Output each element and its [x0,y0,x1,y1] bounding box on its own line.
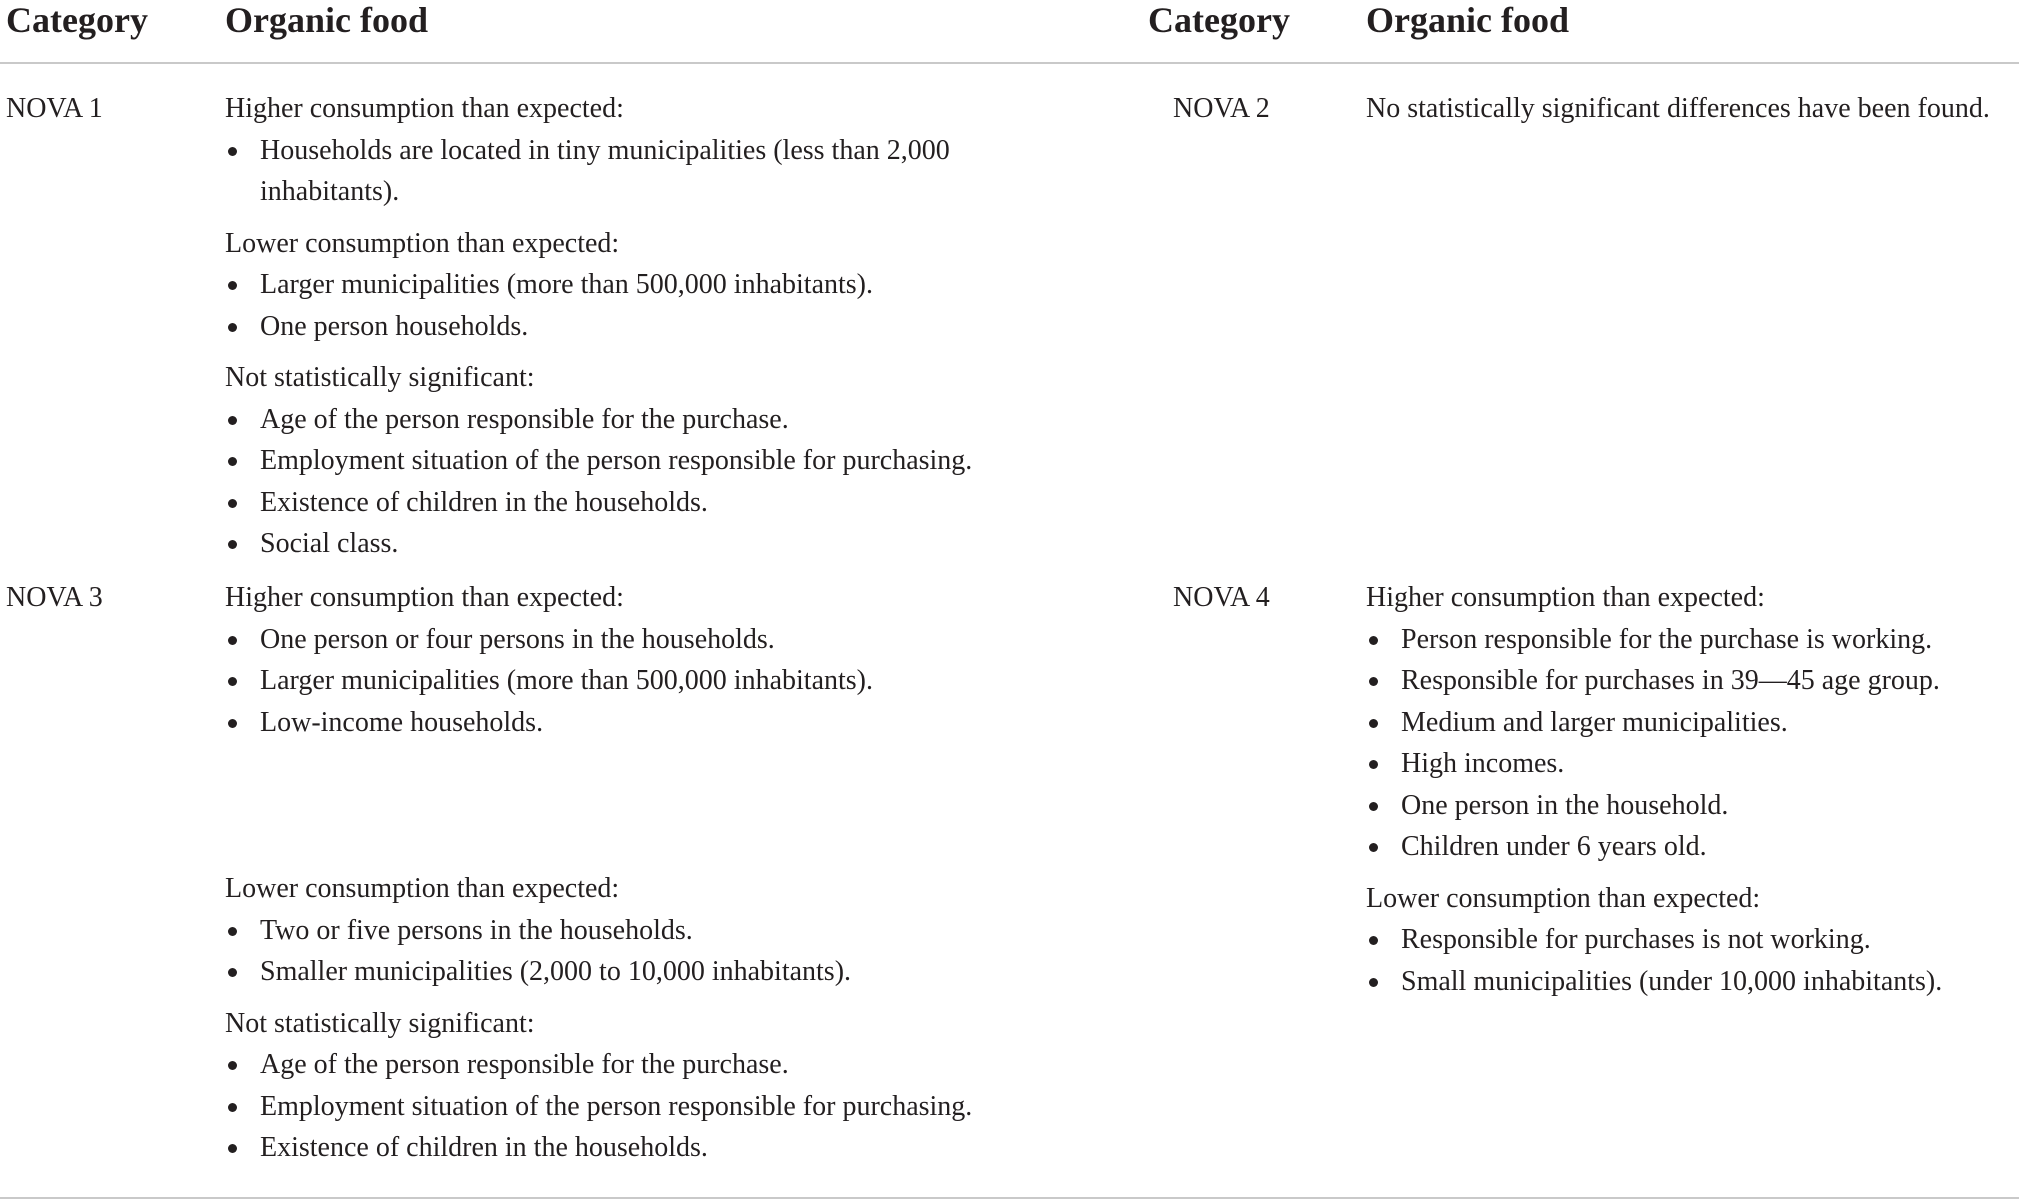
header-category-left: Category [6,0,148,40]
group-title: Lower consumption than expected: [1366,882,1761,914]
bullet-list [225,910,1025,993]
list-item: Person responsible for the purchase is working. [1366,619,2016,661]
group-title: Lower consumption than expected: [225,873,620,904]
nova-3-lower-group [225,868,1025,993]
bullet-list [225,1044,1025,1169]
list-item: Social class. [225,523,1025,565]
category-nova-2: NOVA 2 [1173,93,1270,124]
category-nova-1: NOVA 1 [6,93,103,124]
list-item: Responsible for purchases is not working. [1366,919,2016,961]
nova-4-organic-food-cell [1366,577,2016,1012]
list-item: Children under 6 years old. [1366,826,2016,868]
group-title: Higher consumption than expected: [1366,582,1765,613]
nova-1-higher-group [225,88,1025,213]
nova-1-not-significant-group [225,357,1025,565]
list-item: Age of the person responsible for the purchase. [225,399,1025,441]
list-item: Larger municipalities (more than 500,000 inhabitants). [225,660,1025,702]
header-organic-food-right: Organic food [1366,0,1569,40]
list-item: Existence of children in the households. [225,1127,1025,1169]
list-item: Medium and larger municipalities. [1366,702,2016,744]
header-category-right: Category [1148,0,1290,40]
category-nova-4: NOVA 4 [1173,582,1270,613]
bullet-list [225,619,1025,744]
header-divider [0,62,2019,64]
list-item: Larger municipalities (more than 500,000 inhabitants). [225,264,1025,306]
list-item: One person or four persons in the households. [225,619,1025,661]
list-item: Low-income households. [225,702,1025,744]
nova-2-organic-food-cell [1366,88,2016,130]
bullet-list [225,130,1025,213]
list-item: Employment situation of the person responsible for purchasing. [225,440,1025,482]
list-item: Households are located in tiny municipalities (less than 2,000 inhabitants). [225,130,1025,213]
list-item: Smaller municipalities (2,000 to 10,000 inhabitants). [225,951,1025,993]
group-title: Higher consumption than expected: [225,582,624,613]
list-item: One person households. [225,306,1025,348]
list-item: Small municipalities (under 10,000 inhabitants). [1366,961,2016,1003]
nova-4-lower-group [1366,878,2016,1003]
list-item: High incomes. [1366,743,2016,785]
bullet-list [225,399,1025,565]
nova-3-organic-food-cell [225,577,1025,1179]
nova-4-higher-group [1366,577,2016,868]
nova-1-lower-group [225,223,1025,348]
no-differences-text: No statistically significant differences have been found. [1366,93,1990,124]
bullet-list [225,264,1025,347]
header-organic-food-left: Organic food [225,0,428,40]
list-item: Age of the person responsible for the purchase. [225,1044,1025,1086]
category-nova-3: NOVA 3 [6,582,103,613]
bullet-list [1366,919,2016,1002]
group-title: Not statistically significant: [225,1007,535,1039]
group-title: Lower consumption than expected: [225,227,620,259]
list-item: Existence of children in the households. [225,482,1025,524]
nova-1-organic-food-cell [225,88,1025,575]
nova-3-higher-group [225,577,1025,868]
list-item: Employment situation of the person responsible for purchasing. [225,1086,1025,1128]
bullet-list [1366,619,2016,868]
table-bottom-rule [0,1197,2019,1199]
group-title: Not statistically significant: [225,362,535,393]
nova-3-not-significant-group [225,1003,1025,1169]
list-item: One person in the household. [1366,785,2016,827]
group-title: Higher consumption than expected: [225,93,624,124]
list-item: Two or five persons in the households. [225,910,1025,952]
list-item: Responsible for purchases in 39—45 age group. [1366,660,2016,702]
